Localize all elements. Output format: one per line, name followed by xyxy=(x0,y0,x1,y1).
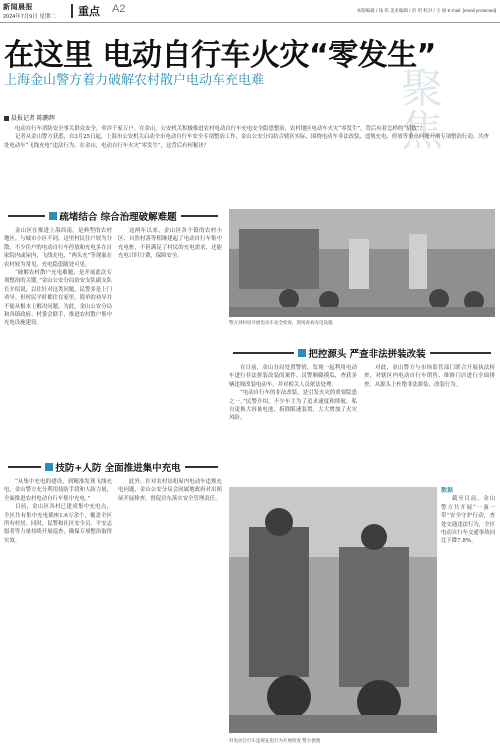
byline-text: 晨报记者 陈鹏辉 xyxy=(11,115,55,122)
section-heading xyxy=(229,346,495,360)
body-paragraph: 截至目前，金山警方共开展“一盔一带”安全守护行动，查处交通违法行为，全区电动自行车交通事故同比下降7.8%。 xyxy=(441,496,495,545)
body-paragraph: 目前，金山区各村已建成集中充电点，全区共有集中充电插座1.6万余个，覆盖全区所有村居。同时，民警和社区安全员、平安志愿者等力量持续开展巡查，确保专项整治取得实效。 xyxy=(4,504,112,544)
section-heading xyxy=(4,460,222,474)
body-paragraph: 金山区在推进上海西南，是典型的农村地区。与城市小区不同，这里村民住户较为分散，不少住户的电动自行车停放和充电多在自家院内或屋内，飞线充电、“两头充”等现象在农村较为常见，充电隐患随处可见。 xyxy=(4,228,112,268)
heading-marker xyxy=(49,212,57,220)
section-heading xyxy=(4,209,222,223)
header-divider xyxy=(71,4,73,18)
news-photo-1 xyxy=(229,209,495,317)
header-rule xyxy=(0,22,500,23)
byline-marker xyxy=(4,116,9,121)
heading-rule xyxy=(181,215,218,217)
section-3-column-b xyxy=(364,364,495,484)
news-photo-2 xyxy=(229,487,437,733)
body-paragraph: 对此，金山警方与市场监管部门联合开展执法检查，对辖区内电动自行车销售、维修门店进行全面排查，从源头上杜绝非法拼装、改装行为。 xyxy=(364,365,495,388)
issue-date: 2024年7月9日 星期二 xyxy=(3,14,56,20)
section-2-column-a xyxy=(4,478,112,746)
sidebar-column xyxy=(441,487,495,745)
body-paragraph: “从集中充电的建设，到精准发现飞线充电，金山警方充分利用技防手段和人防力量，全面推进农村电动自行车集中充电。” xyxy=(4,479,112,502)
sidebar-title: 数据 xyxy=(441,487,454,494)
photo-caption: 对电动自行车违规充电行为开展检查 警方供图 xyxy=(229,738,321,743)
heading-rule xyxy=(8,466,41,468)
lead-paragraphs xyxy=(4,125,492,150)
section-1-column-b xyxy=(118,227,222,455)
section-title: 把控源头 严查非法拼装改装 xyxy=(308,349,426,360)
section-1-column-a xyxy=(4,227,112,455)
section-3-column-a xyxy=(229,364,357,484)
photo-caption: 警方到村居开展电动车安全检查，现场查看充电设施 xyxy=(229,320,333,325)
lead-paragraph: 电动自行车消防安全事关群众安全，牵涉千家万户。在金山，公安机关积极推进农村电动自行车充电安全隐患整治，农村地区电动车火灾“零发生”，背后有着怎样的“招数”？ xyxy=(15,126,425,132)
photo-2-illustration xyxy=(229,487,437,733)
section-title: 疏堵结合 综合治理破解难题 xyxy=(59,212,177,223)
heading-rule xyxy=(430,352,491,354)
byline xyxy=(4,113,55,122)
heading-marker xyxy=(298,349,306,357)
body-paragraph: 此外，针对农村出租屋内电动车违规充电问题，金山公安分局会同属地政府对出租屋开展排查，督促房东落实安全管理责任。 xyxy=(118,479,222,502)
body-paragraph: 在日前，金山分局处置警情，发现一起利用电动车进行非法拼装改装的案件。民警顺藤摸瓜，查获多辆违规改装电动车，并对相关人员依法处理。 xyxy=(229,365,357,388)
page-number: A2 xyxy=(112,3,126,15)
section-2-column-b xyxy=(118,478,222,746)
main-headline: 在这里 电动自行车火灾“零发生” xyxy=(4,38,436,73)
body-paragraph: 这两年以来，金山区各个镇的农村小区、自然村落等相继建起了电动自行车集中充电桩，不但满足了村民的充电需求，还能充电计时计费，保障安全。 xyxy=(118,228,222,260)
heading-rule xyxy=(185,466,218,468)
photo-1-illustration xyxy=(229,209,495,317)
editor-info: 本版编辑 / 钱 伟 美术编辑 / 洪 玥 校对 / 王 丽 E-mail: [email protected] xyxy=(356,8,496,13)
sub-headline: 上海金山警方着力破解农村散户电动车充电难 xyxy=(4,73,265,88)
heading-marker xyxy=(45,463,53,471)
heading-rule xyxy=(233,352,294,354)
body-paragraph: “破解农村散户充电难题，是开展此次专项整治的关键。”金山公安分局治安支队副支队长介绍说，以往针对这类问题，民警多是上门劝导。但村民平时都住在家里，简单的劝导并不能从根本上解决问题。为此，金山公安分局和各镇政府、村委会联手，推进农村散户集中充电设施建设。 xyxy=(4,270,112,327)
decorative-watermark: 聚焦 xyxy=(395,66,444,150)
masthead: 新闻晨报 xyxy=(3,2,33,11)
section-name: 重点 xyxy=(78,6,100,18)
heading-rule xyxy=(8,215,45,217)
page-header xyxy=(0,0,500,22)
lead-paragraph: 记者从金山警方获悉，自3月25日起，上海市公安机关启动全市电动自行车安全专项整治工作，金山公安分局结合辖区实际，围绕电动车非法改装、违规充电、停放等重点问题开展专项整治行动，共查处电动车“飞线充电”违法行为。在金山，电动自行车火灾“零发生”，这背后有何秘诀？ xyxy=(4,134,489,149)
section-title: 技防+人防 全面推进集中充电 xyxy=(55,463,181,474)
body-paragraph: “电动自行车的非法改装，是引发火灾的重要隐患之一。”民警介绍，不少车主为了追求速度和续航，私自更换大容量电池、拆除限速装置，大大增加了火灾风险。 xyxy=(229,390,357,422)
